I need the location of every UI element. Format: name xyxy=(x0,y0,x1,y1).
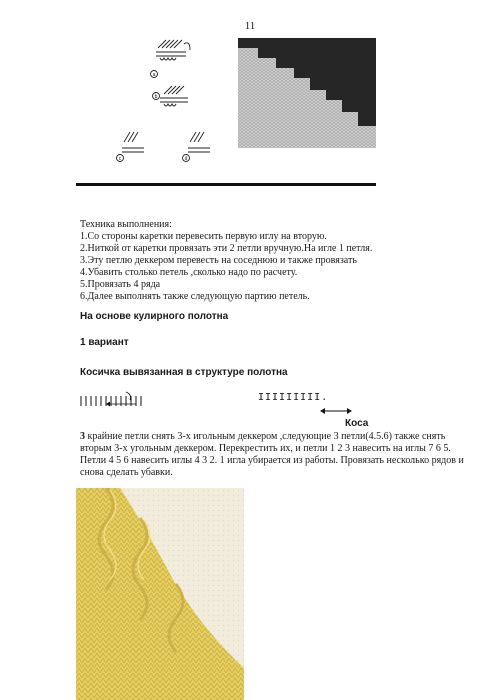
section-heading: На основе кулирного полотна xyxy=(80,311,229,322)
decrease-illustration xyxy=(76,38,376,186)
technique-step: 2.Ниткой от каретки провязать эти 2 петли вручную.На игле 1 петля. xyxy=(80,243,373,254)
technique-title: Техника выполнения: xyxy=(80,219,172,230)
knit-photo xyxy=(238,38,376,148)
stitch-diagram-left xyxy=(80,390,160,412)
braid-label: Коса xyxy=(345,418,369,429)
top-figure xyxy=(76,38,376,186)
technique-block xyxy=(80,219,460,303)
stitch-diagram-right: IIIIIIIII. xyxy=(258,392,329,403)
technique-step: 5.Провязать 4 ряда xyxy=(80,279,161,290)
marker-c: c xyxy=(118,156,122,162)
marker-a: a xyxy=(152,72,156,78)
needle-diagrams xyxy=(117,40,211,162)
technique-step: 4.Убавить столько петель ,сколько надо по расчету. xyxy=(80,267,298,278)
technique-step: 6.Далее выполнять также следующую партию петель. xyxy=(80,291,310,302)
instructions-lead: 3 xyxy=(80,431,85,442)
technique-step: 1.Со стороны каретки перевесить первую иглу на вторую. xyxy=(80,231,327,242)
diagram-a xyxy=(151,40,191,78)
technique-step: 3.Эту петлю деккером перевесть на соседнюю и также провязать xyxy=(80,255,357,266)
page-number: 11 xyxy=(244,20,256,32)
variant-heading: 1 вариант xyxy=(80,337,129,348)
marker-d: d xyxy=(184,156,188,162)
braid-heading: Косичка вывязанная в структуре полотна xyxy=(80,367,288,378)
diagram-b xyxy=(153,86,189,106)
double-arrow-icon xyxy=(320,406,352,416)
figure-rule xyxy=(76,183,376,186)
marker-b: b xyxy=(154,94,158,100)
instructions-text: крайние петли снять 3-х игольным деккером ,следующие 3 петли(4.5.6) также снять вторым 3-х угольным деккером. Перекрестить их, и петли 1 2 3 навесить на иглы 7 6 5. Петли 4 5 6 навесить иглы 4 3 2. 1 игла убирается из работы. Провязать несколько рядов и снова сделать убавки. xyxy=(80,431,464,478)
braid-photo xyxy=(76,488,244,700)
braid-instructions xyxy=(80,431,476,479)
